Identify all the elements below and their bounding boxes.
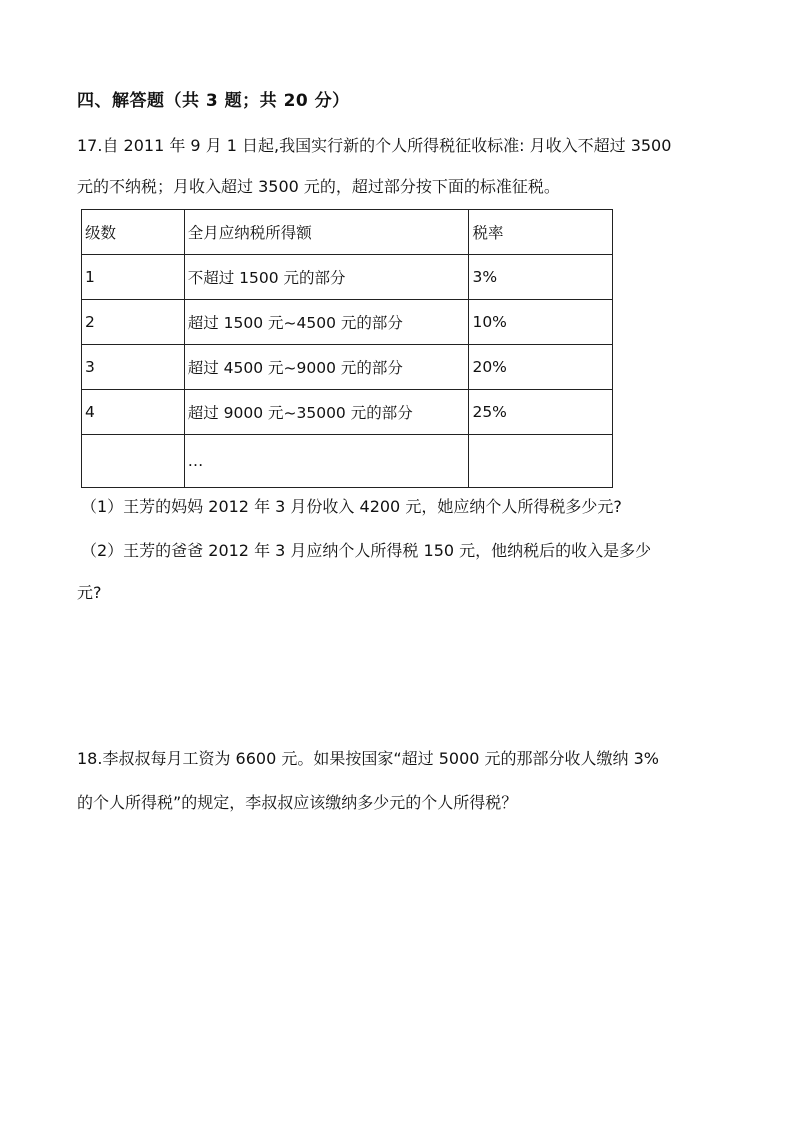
table-cell: 2: [82, 300, 185, 345]
table-cell: 不超过 1500 元的部分: [184, 255, 469, 300]
table-row: [82, 300, 613, 345]
question-18-line-1: 18.李叔叔每月工资为 6600 元。如果按国家“超过 5000 元的那部分收人缴纳 3%: [77, 749, 659, 768]
question-17-line-2: 元的不纳税；月收入超过 3500 元的，超过部分按下面的标准征税。: [77, 177, 560, 196]
table-row: [82, 435, 613, 488]
tax-rate-table: [81, 209, 613, 488]
section-title: 四、解答题（共 3 题；共 20 分）: [77, 91, 350, 111]
table-cell: 超过 1500 元~4500 元的部分: [184, 300, 469, 345]
table-cell: 3%: [469, 255, 613, 300]
table-cell: 25%: [469, 390, 613, 435]
header-tax-rate: 税率: [469, 210, 613, 255]
table-cell: …: [184, 435, 469, 488]
table-cell: 超过 9000 元~35000 元的部分: [184, 390, 469, 435]
table-row: [82, 255, 613, 300]
question-18-line-2: 的个人所得税”的规定，李叔叔应该缴纳多少元的个人所得税？: [77, 793, 518, 812]
question-17-sub-2-line-2: 元?: [77, 583, 102, 602]
table-cell: [469, 435, 613, 488]
header-taxable-income: 全月应纳税所得额: [184, 210, 469, 255]
table-cell: 超过 4500 元~9000 元的部分: [184, 345, 469, 390]
header-level: 级数: [82, 210, 185, 255]
table-cell: 4: [82, 390, 185, 435]
table-cell: 3: [82, 345, 185, 390]
question-17-line-1: 17.自 2011 年 9 月 1 日起,我国实行新的个人所得税征收标准: 月收入不超过 3500: [77, 136, 672, 155]
table-row: [82, 390, 613, 435]
table-header-row: [82, 210, 613, 255]
question-17-sub-2-line-1: （2）王芳的爸爸 2012 年 3 月应纳个人所得税 150 元，他纳税后的收入是多少: [81, 541, 652, 560]
table-cell: [82, 435, 185, 488]
table-row: [82, 345, 613, 390]
table-cell: 1: [82, 255, 185, 300]
table-cell: 10%: [469, 300, 613, 345]
table-cell: 20%: [469, 345, 613, 390]
question-17-sub-1: （1）王芳的妈妈 2012 年 3 月份收入 4200 元，她应纳个人所得税多少元?: [81, 497, 622, 516]
